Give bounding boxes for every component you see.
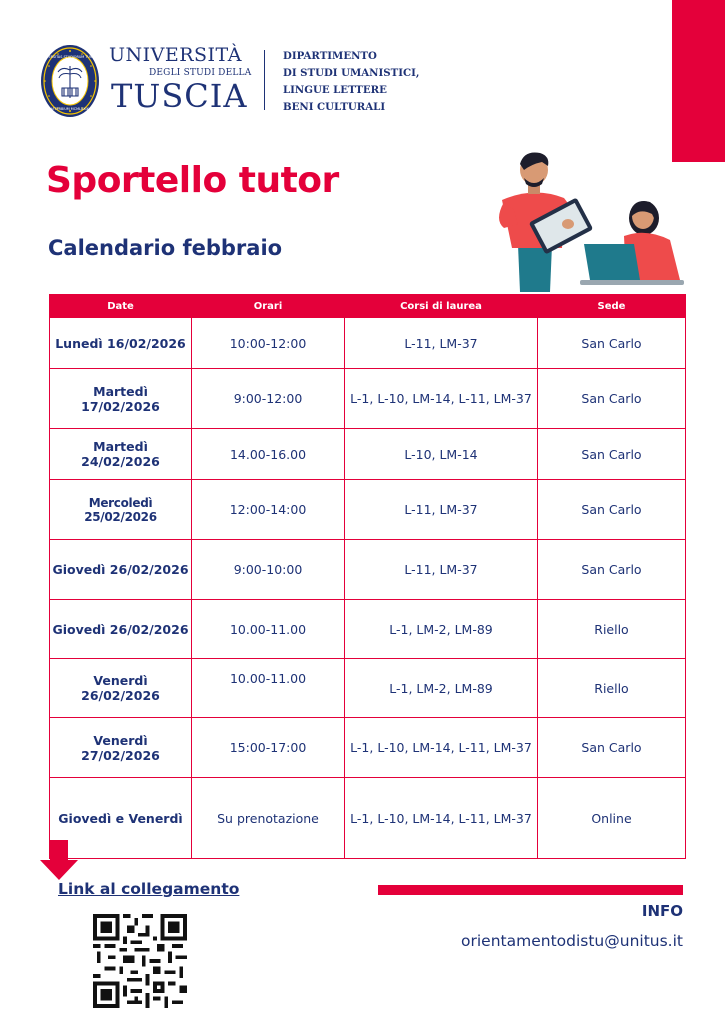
table-row	[50, 369, 686, 429]
arrow-down-icon	[40, 840, 78, 880]
cell-orari: 10.00-11.00	[192, 600, 345, 659]
cell-orari: 10:00-12:00	[192, 318, 345, 369]
cell-date: Venerdì 27/02/2026	[50, 718, 192, 778]
table-row	[50, 659, 686, 718]
cell-corsi: L-10, LM-14	[345, 429, 538, 480]
column-header-sede: Sede	[538, 295, 686, 318]
table-row	[50, 600, 686, 659]
university-name	[109, 44, 259, 116]
table-row	[50, 718, 686, 778]
university-seal-icon	[40, 44, 100, 118]
seal-top-text: UNIVERSITAS STUDIORUM TUSCIAE	[40, 55, 100, 59]
table-row	[50, 778, 686, 859]
table-header-row	[50, 295, 686, 318]
cell-orari: 14.00-16.00	[192, 429, 345, 480]
department-name	[283, 48, 433, 116]
meeting-link[interactable]: Link al collegamento	[58, 880, 240, 898]
schedule-table	[49, 294, 686, 859]
cell-orari: 9:00-10:00	[192, 540, 345, 600]
cell-date: Giovedì 26/02/2026	[50, 600, 192, 659]
cell-corsi: L-1, L-10, LM-14, L-11, LM-37	[345, 718, 538, 778]
table-row	[50, 318, 686, 369]
cell-date: Giovedì 26/02/2026	[50, 540, 192, 600]
cell-corsi: L-11, LM-37	[345, 540, 538, 600]
cell-orari: Su prenotazione	[192, 778, 345, 859]
qr-code-icon[interactable]	[93, 914, 187, 1008]
cell-date: Martedì 24/02/2026	[50, 429, 192, 480]
cell-sede: San Carlo	[538, 540, 686, 600]
page-subtitle: Calendario febbraio	[48, 236, 283, 260]
cell-corsi: L-11, LM-37	[345, 318, 538, 369]
cell-date: Lunedì 16/02/2026	[50, 318, 192, 369]
cell-sede: San Carlo	[538, 718, 686, 778]
cell-sede: San Carlo	[538, 480, 686, 540]
cell-sede: San Carlo	[538, 318, 686, 369]
university-name-line1: UNIVERSITÀ	[109, 44, 242, 66]
cell-date: Martedì 17/02/2026	[50, 369, 192, 429]
info-divider-bar	[378, 885, 683, 895]
cell-corsi: L-1, LM-2, LM-89	[345, 659, 538, 718]
department-line: LINGUE LETTERE	[283, 84, 387, 96]
table-row	[50, 540, 686, 600]
department-line: DI STUDI UMANISTICI,	[283, 67, 420, 79]
column-header-corsi: Corsi di laurea	[345, 295, 538, 318]
cell-sede: San Carlo	[538, 369, 686, 429]
cell-corsi: L-11, LM-37	[345, 480, 538, 540]
table-row	[50, 429, 686, 480]
info-label: INFO	[641, 902, 683, 920]
cell-date: Mercoledì 25/02/2026	[50, 480, 192, 540]
cell-sede: Riello	[538, 600, 686, 659]
tutors-illustration	[484, 150, 689, 295]
page-title: Sportello tutor	[46, 160, 339, 201]
cell-sede: Riello	[538, 659, 686, 718]
laptop-icon	[584, 244, 640, 280]
cell-corsi: L-1, L-10, LM-14, L-11, LM-37	[345, 778, 538, 859]
cell-sede: Online	[538, 778, 686, 859]
department-line: DIPARTIMENTO	[283, 50, 377, 62]
cell-orari: 12:00-14:00	[192, 480, 345, 540]
table-row	[50, 480, 686, 540]
department-line: BENI CULTURALI	[283, 101, 386, 113]
cell-orari: 10.00-11.00	[192, 659, 345, 718]
cell-date: Giovedì e Venerdì	[50, 778, 192, 859]
column-header-date: Date	[50, 295, 192, 318]
cell-corsi: L-1, LM-2, LM-89	[345, 600, 538, 659]
seal-bottom-text: VITERBIUM MCMLXXIX	[51, 107, 89, 111]
university-name-line3: TUSCIA	[111, 77, 248, 115]
column-header-orari: Orari	[192, 295, 345, 318]
corner-red-bar	[672, 0, 725, 162]
header-divider	[264, 50, 265, 110]
cell-corsi: L-1, L-10, LM-14, L-11, LM-37	[345, 369, 538, 429]
cell-sede: San Carlo	[538, 429, 686, 480]
cell-orari: 15:00-17:00	[192, 718, 345, 778]
university-name-line2: DEGLI STUDI DELLA	[149, 68, 252, 78]
cell-orari: 9:00-12:00	[192, 369, 345, 429]
cell-date: Venerdì 26/02/2026	[50, 659, 192, 718]
contact-email[interactable]: orientamentodistu@unitus.it	[461, 932, 683, 950]
